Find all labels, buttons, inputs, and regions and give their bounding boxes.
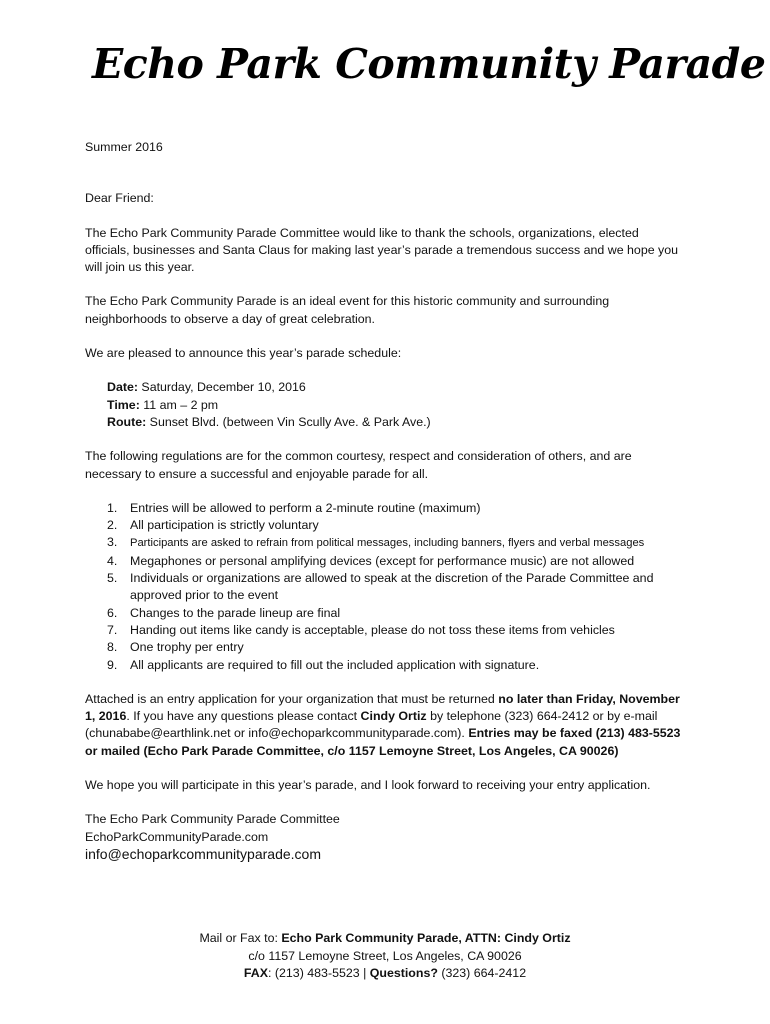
paragraph-closing: We hope you will participate in this year’s parade, and I look forward to receiving your entry application. bbox=[85, 778, 651, 793]
salutation: Dear Friend: bbox=[85, 191, 154, 206]
signature-email: info@echoparkcommunityparade.com bbox=[85, 845, 321, 862]
paragraph-event: The Echo Park Community Parade is an ideal event for this historic community and surrounding neighborhoods to observe a day of great celebration. bbox=[85, 294, 610, 326]
signature-website: EchoParkCommunityParade.com bbox=[85, 829, 269, 844]
footer-fax-line: FAX: (213) 483-5523 | Questions? (323) 664-2412 bbox=[243, 966, 527, 980]
schedule-route: Route: Sunset Blvd. (between Vin Scully Ave. & Park Ave.) bbox=[107, 414, 431, 429]
list-item: 7. Handing out items like candy is acceptable, please do not toss these items from vehicles bbox=[107, 622, 615, 637]
list-item: 8. One trophy per entry bbox=[107, 640, 244, 655]
footer-mail-line: Mail or Fax to: Echo Park Community Parade, ATTN: Cindy Ortiz bbox=[199, 931, 571, 945]
schedule-date: Date: Saturday, December 10, 2016 bbox=[107, 380, 306, 395]
list-item: 1. Entries will be allowed to perform a 2-minute routine (maximum) bbox=[107, 500, 481, 515]
signature-committee: The Echo Park Community Parade Committee bbox=[85, 812, 340, 827]
paragraph-regulations-intro: The following regulations are for the common courtesy, respect and consideration of others, and are necessary to ensure a successful and enjoyable parade for all. bbox=[85, 449, 632, 481]
footer-address: c/o 1157 Lemoyne Street, Los Angeles, CA 90026 bbox=[248, 948, 522, 963]
list-item: 5. Individuals or organizations are allowed to speak at the discretion of the Parade Committee and approved prior to the event bbox=[107, 571, 654, 603]
signature-block bbox=[85, 811, 685, 863]
list-item: 9. All applicants are required to fill out the included application with signature. bbox=[107, 657, 540, 672]
list-item: 6. Changes to the parade lineup are final bbox=[107, 605, 341, 620]
date-line: Summer 2016 bbox=[85, 140, 163, 154]
paragraph-application: Attached is an entry application for your organization that must be returned no later than Friday, November 1, 2016. If you have any questions please contact Cindy Ortiz by telephone (323) 664-2412 or by e-mail (chunababe@earthlink.net or info@echoparkcommunityparade.com). Entries may be faxed (213) 483-5523 or mailed (Echo Park Parade Committee, c/o 1157 Lemoyne Street, Los Angeles, CA 90026) bbox=[85, 691, 681, 758]
paragraph-schedule-intro: We are pleased to announce this year’s parade schedule: bbox=[85, 346, 402, 361]
paragraph-thanks: The Echo Park Community Parade Committee would like to thank the schools, organizations, elected officials, businesses and Santa Claus for making last year’s parade a tremendous success and we hope you will join us this year. bbox=[85, 225, 679, 275]
schedule-block bbox=[85, 379, 685, 431]
schedule-time: Time: 11 am – 2 pm bbox=[107, 397, 219, 412]
footer-contact bbox=[0, 930, 770, 983]
list-item: 2. All participation is strictly voluntary bbox=[107, 518, 319, 533]
letterhead-title: Echo Park Community Parade bbox=[92, 40, 766, 88]
list-item: 4. Megaphones or personal amplifying devices (except for performance music) are not allowed bbox=[107, 553, 635, 568]
list-item: 3. Participants are asked to refrain from political messages, including banners, flyers and verbal messages bbox=[107, 535, 645, 550]
letter-body bbox=[85, 139, 685, 863]
regulations-list bbox=[85, 500, 685, 674]
